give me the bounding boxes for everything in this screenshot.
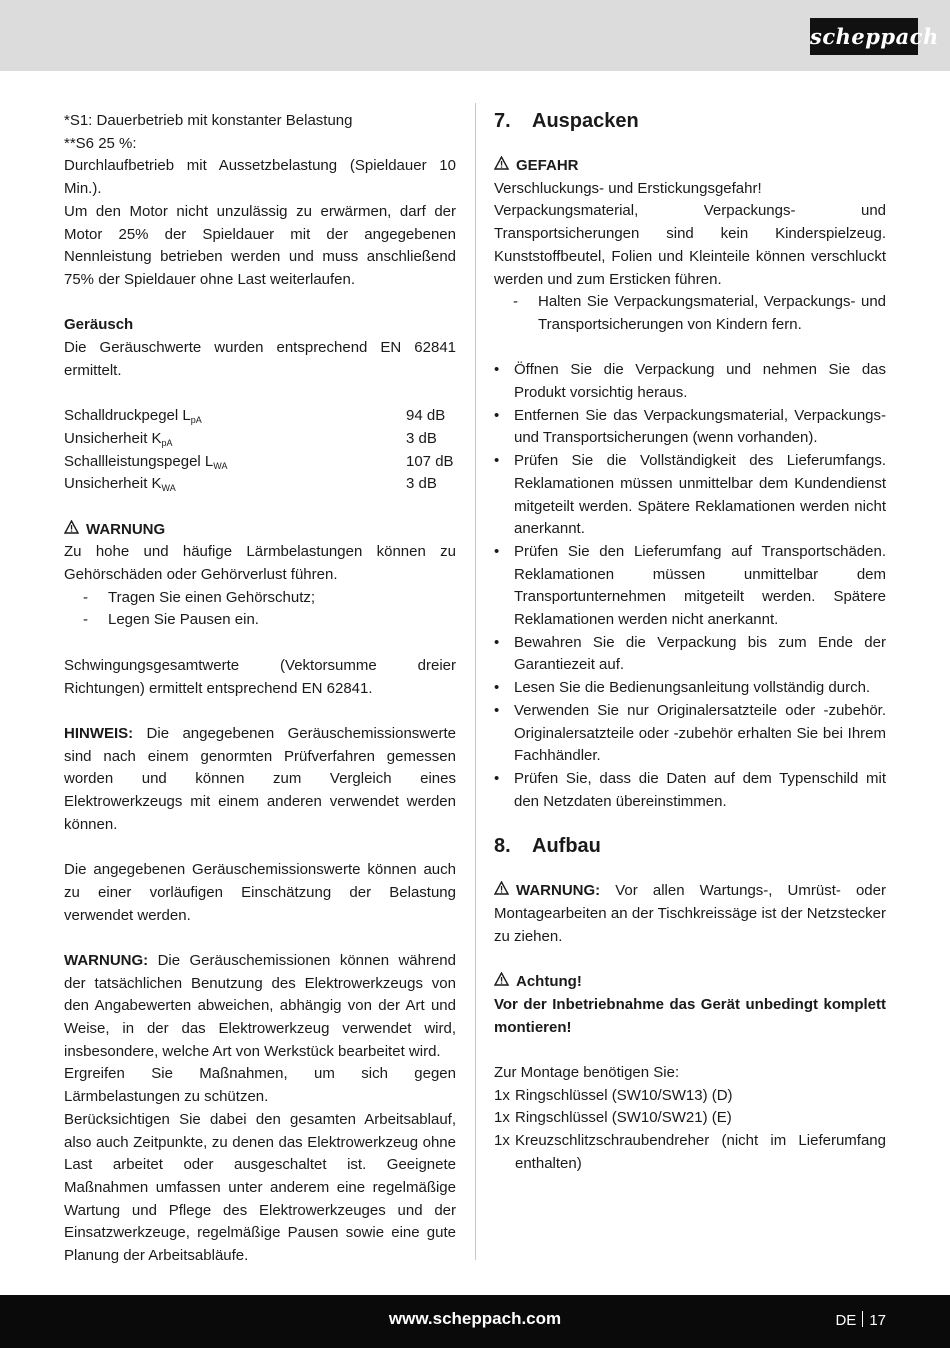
warnung-paragraph: WARNUNG: Die Geräuschemissionen können während der tatsächlichen Benutzung des Elektrowerkzeugs von den Angabewerten abweichen, abhängig von der Art und Weise, in der das Elektrowerkzeug verwendet wird, insbesondere, welche Art von Werkstück bearbeitet wird. — [64, 951, 456, 1060]
list-item: • Bewahren Sie die Verpackung bis zum Ende der Garantiezeit auf. — [494, 633, 886, 674]
list-item: • Entfernen Sie das Verpackungsmaterial, Verpackungs- und Transportsicherungen (wenn vorhanden). — [494, 406, 886, 447]
left-column — [64, 110, 456, 1268]
section-7-heading: 7. Auspacken — [494, 110, 639, 132]
sound-value: 3 dB — [406, 475, 437, 493]
motor-paragraph: Um den Motor nicht unzulässig zu erwärmen, darf der Motor 25% der Spieldauer mit der angegebenen Nennleistung betrieben werden und muss anschließend 75% der Spieldauer ohne Last weiterlaufen. — [64, 202, 456, 288]
page-footer — [0, 1295, 950, 1348]
danger-heading: GEFAHR — [494, 155, 886, 178]
list-item: - Tragen Sie einen Gehörschutz; — [83, 588, 316, 606]
list-item: - Halten Sie Verpackungsmaterial, Verpackungs- und Transportsicherungen von Kindern fern. — [513, 293, 886, 333]
website-link[interactable]: www.scheppach.com — [388, 1309, 562, 1328]
sound-value: 107 dB — [406, 452, 454, 470]
attention-heading: Achtung! — [494, 971, 886, 994]
list-item: • Prüfen Sie die Vollständigkeit des Lieferumfangs. Reklamationen müssen unmittelbar dem Kundendienst mitgeteilt werden. Spätere Reklamationen werden nicht anerkannt. — [494, 452, 886, 538]
page-number: DE 17 — [835, 1312, 886, 1329]
sound-label: Unsicherheit $K_{WA}$ — [64, 475, 176, 494]
list-item: • Verwenden Sie nur Originalersatzteile oder -zubehör. Originalersatzteile oder -zubehör erhalten Sie bei Ihrem Fachhändler. — [494, 701, 886, 765]
warning-triangle-icon — [494, 880, 510, 903]
s6-line: **S6 25 %: — [64, 134, 137, 152]
warnung-paragraph: WARNUNG: Vor allen Wartungs-, Umrüst- oder Montagearbeiten an der Tischkreissäge ist der Netzstecker zu ziehen. — [494, 882, 886, 945]
table-row — [64, 405, 456, 428]
list-item: • Lesen Sie die Bedienungsanleitung vollständig durch. — [494, 679, 871, 697]
warning-triangle-icon — [64, 519, 80, 542]
column-divider — [475, 103, 476, 1260]
right-column — [494, 110, 886, 1175]
list-item: 1x Ringschlüssel (SW10/SW13) (D) — [494, 1086, 733, 1104]
sound-label: Schalldruckpegel $L_{pA}$ — [64, 407, 202, 426]
workflow-paragraph: Berücksichtigen Sie dabei den gesamten Arbeitsablauf, also auch Zeitpunkte, zu denen das Elektrowerkzeug ohne Last arbeitet oder ausgeschaltet ist. Geeignete Maßnahmen umfassen unter anderem eine regelmäßige Wartung und Pflege des Elektrowerkzeuges und der Einsatzwerkzeuge, regelmäßige Pausen sowie eine gute Planung der Arbeitsabläufe. — [64, 1110, 456, 1265]
sound-table — [64, 405, 456, 496]
danger-line: Verschluckungs- und Erstickungsgefahr! — [494, 179, 762, 197]
attention-text: Vor der Inbetriebnahme das Gerät unbedingt komplett montieren! — [494, 995, 886, 1036]
brand-logo: scheppach — [810, 18, 918, 55]
warning-text: Zu hohe und häufige Lärmbelastungen können zu Gehörschäden oder Gehörverlust führen. — [64, 543, 456, 584]
measures-paragraph: Ergreifen Sie Maßnahmen, um sich gegen Lärmbelastungen zu schützen. — [64, 1065, 456, 1106]
warning-triangle-icon — [494, 155, 510, 178]
warning-triangle-icon — [494, 971, 510, 994]
s1-line: *S1: Dauerbetrieb mit konstanter Belastung — [64, 112, 353, 129]
list-item: • Öffnen Sie die Verpackung und nehmen Sie das Produkt vorsichtig heraus. — [494, 361, 886, 402]
sound-value: 94 dB — [406, 407, 446, 425]
list-item: 1x Ringschlüssel (SW10/SW21) (E) — [494, 1109, 732, 1127]
danger-text: Verpackungsmaterial, Verpackungs- und Transportsicherungen sind kein Kinderspielzeug. Kunststoffbeutel, Folien und Kleinteile können verschluckt werden und zum Ersticken führen. — [494, 202, 886, 288]
page-header — [0, 0, 950, 71]
s6-description: Durchlaufbetrieb mit Aussetzbelastung (Spieldauer 10 Min.). — [64, 157, 456, 198]
sound-value: 3 dB — [406, 429, 437, 447]
sound-label: Unsicherheit $K_{pA}$ — [64, 429, 173, 448]
list-item: • Prüfen Sie, dass die Daten auf dem Typenschild mit den Netzdaten übereinstimmen. — [494, 769, 886, 810]
noise-paragraph: Die Geräuschwerte wurden entsprechend EN 62841 ermittelt. — [64, 339, 456, 379]
list-item: 1x Kreuzschlitzschraubendreher (nicht im Lieferumfang enthalten) — [494, 1132, 886, 1172]
list-item: - Legen Sie Pausen ein. — [83, 611, 259, 629]
emission-paragraph: Die angegebenen Geräuschemissionswerte können auch zu einer vorläufigen Einschätzung der Belastung verwendet werden. — [64, 861, 456, 924]
tools-intro: Zur Montage benötigen Sie: — [494, 1063, 680, 1081]
warning-heading: WARNUNG — [64, 519, 456, 542]
section-8-heading: 8. Aufbau — [494, 835, 601, 858]
list-item: • Prüfen Sie den Lieferumfang auf Transportschäden. Reklamationen müssen unmittelbar dem Transportunternehmen mitgeteilt werden. Spätere Reklamationen werden nicht anerkannt. — [494, 542, 886, 629]
vibration-paragraph: Schwingungsgesamtwerte (Vektorsumme dreier Richtungen) ermittelt entsprechend EN 62841. — [64, 656, 456, 697]
hinweis-paragraph: HINWEIS: Die angegebenen Geräuschemissionswerte sind nach einem genormten Prüfverfahren gemessen worden und können zum Vergleich eines Elektrowerkzeugs mit einem anderen verwendet werden können. — [64, 724, 456, 833]
table-row — [64, 473, 456, 496]
sound-label: Schallleistungspegel $L_{WA}$ — [64, 452, 228, 471]
noise-heading: Geräusch — [64, 316, 134, 334]
table-row — [64, 428, 456, 451]
table-row — [64, 451, 456, 474]
